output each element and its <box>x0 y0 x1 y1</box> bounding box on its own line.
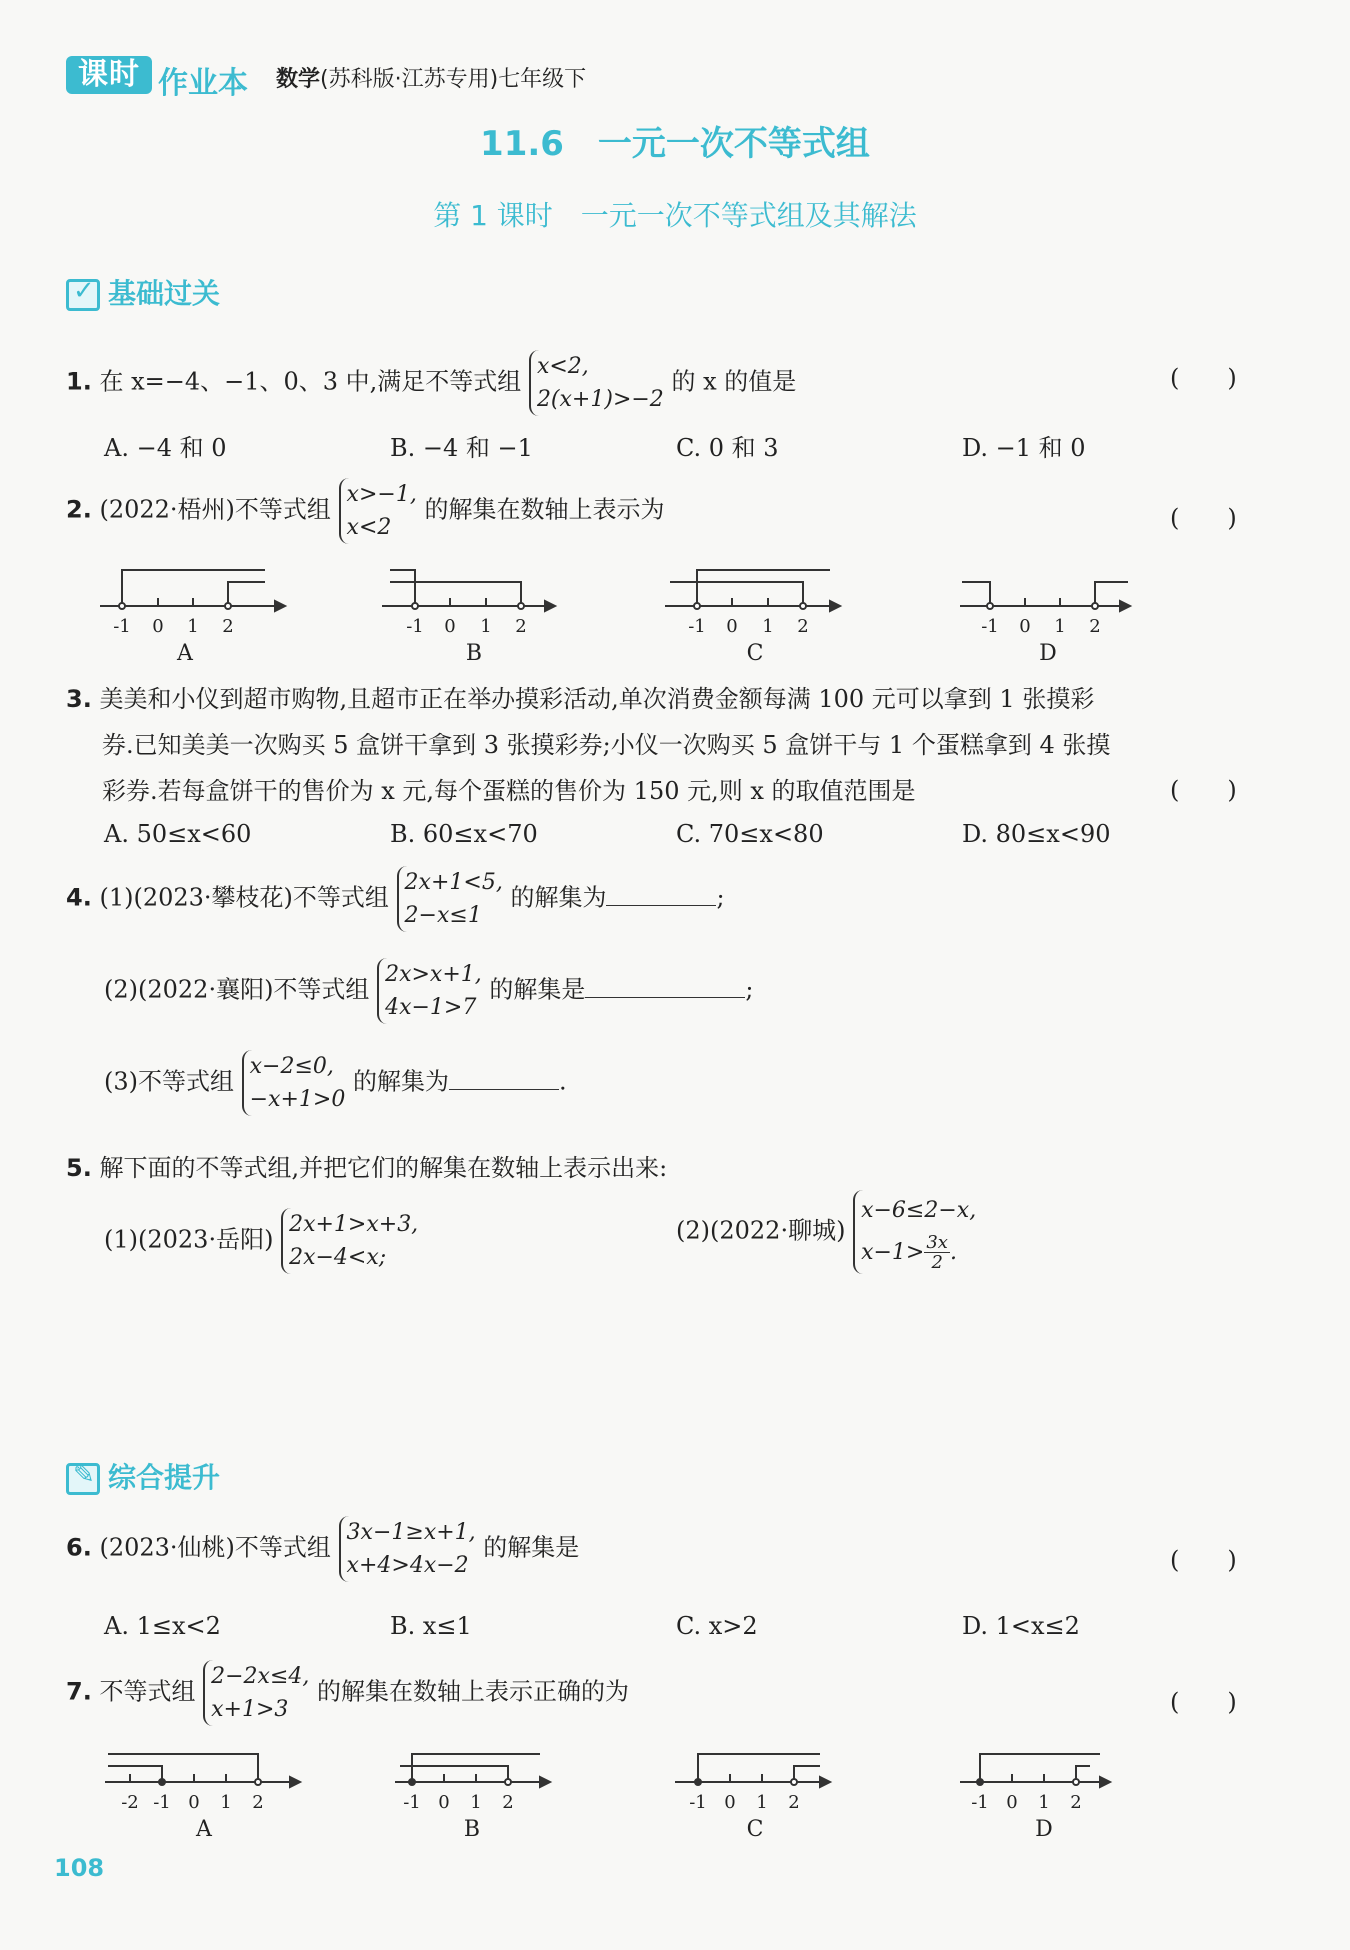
choice-label: D <box>1035 1817 1053 1840</box>
question-text: (2)(2022·襄阳)不等式组 <box>104 975 370 1004</box>
system-line: 4x−1>7 <box>385 995 477 1020</box>
answer-paren: ( ) <box>1170 1688 1237 1716</box>
question-number: 3. <box>66 685 92 713</box>
header-logo <box>66 56 256 101</box>
inequality-system <box>242 1050 346 1116</box>
inequality-system <box>853 1190 976 1274</box>
system-line: x<2, <box>536 354 589 379</box>
tick-label: -1 <box>981 616 999 637</box>
tick-label: 2 <box>222 616 234 637</box>
inequality-system <box>529 350 664 416</box>
tick-label: -1 <box>113 616 131 637</box>
answer-paren: ( ) <box>1170 504 1237 532</box>
question-text: 不等式组 <box>99 1677 196 1706</box>
inequality-system <box>281 1208 418 1274</box>
tick-label: 1 <box>220 1792 232 1813</box>
question-text: 券.已知美美一次购买 5 盒饼干拿到 3 张摸彩券;小仪一次购买 5 盒饼干与 1 个蛋糕拿到 4 张摸 <box>102 731 1111 759</box>
question-text: 解下面的不等式组,并把它们的解集在数轴上表示出来: <box>99 1154 668 1182</box>
choice-label: C <box>746 641 764 666</box>
system-line: 2x+1>x+3, <box>289 1212 419 1237</box>
q2-number-lines <box>90 560 1190 670</box>
tick-label: -1 <box>406 616 424 637</box>
question-4-part-2 <box>104 958 753 1024</box>
choice-label: B <box>465 641 483 666</box>
checkbox-icon: ✓ <box>66 279 100 311</box>
number-line-d <box>960 582 1130 611</box>
option-a: A. 1≤x<2 <box>104 1612 221 1640</box>
choice-label: D <box>1039 641 1057 666</box>
tick-label: -1 <box>403 1792 421 1813</box>
option-c: C. x>2 <box>676 1612 758 1640</box>
system-line: 2x+1<5, <box>404 870 503 895</box>
system-line: 2x>x+1, <box>385 962 482 987</box>
question-text: (1)(2023·岳阳) <box>104 1225 274 1254</box>
inequality-system <box>339 478 417 544</box>
punctuation: ; <box>745 975 754 1004</box>
number-line-c <box>675 1754 830 1787</box>
question-text: 的解集是 <box>489 975 586 1004</box>
question-text: (2022·梧州)不等式组 <box>99 495 331 524</box>
tick-label: 0 <box>726 616 738 637</box>
system-line: x−6≤2−x, <box>861 1198 977 1223</box>
system-line: x>−1, <box>346 482 417 507</box>
tick-label: -2 <box>121 1792 139 1813</box>
q7-number-lines <box>100 1740 1150 1840</box>
question-text: 的解集为 <box>352 1067 449 1096</box>
tick-label: 0 <box>438 1792 450 1813</box>
punctuation: . <box>558 1067 567 1096</box>
punctuation: ; <box>716 883 725 912</box>
tick-label: 0 <box>152 616 164 637</box>
tick-label: 2 <box>1089 616 1101 637</box>
tick-label: 1 <box>762 616 774 637</box>
question-text: (2)(2022·聊城) <box>676 1216 846 1245</box>
question-text: (1)(2023·攀枝花)不等式组 <box>99 883 389 912</box>
header-title <box>276 62 586 93</box>
question-6 <box>66 1516 579 1582</box>
tick-label: 0 <box>188 1792 200 1813</box>
question-number: 2. <box>66 495 92 524</box>
badge-basic <box>66 272 220 312</box>
logo-mark: 课时 <box>66 56 152 94</box>
inequality-system <box>203 1660 309 1726</box>
system-line: x−1> <box>861 1239 925 1265</box>
question-4-part-1 <box>66 866 725 932</box>
question-5-part-1 <box>104 1208 418 1274</box>
tick-label: 0 <box>1019 616 1031 637</box>
option-b: B. 60≤x<70 <box>390 820 538 848</box>
fraction <box>924 1233 950 1274</box>
tick-label: -1 <box>688 616 706 637</box>
tick-label: 2 <box>788 1792 800 1813</box>
choice-label: A <box>196 1817 212 1840</box>
page-number: 108 <box>54 1854 105 1882</box>
tick-label: 2 <box>1070 1792 1082 1813</box>
system-line: 3x−1≥x+1, <box>346 1520 476 1545</box>
question-1 <box>66 350 796 416</box>
option-b: B. x≤1 <box>390 1612 472 1640</box>
option-a: A. 50≤x<60 <box>104 820 252 848</box>
header-edition: (苏科版·江苏专用)七年级下 <box>320 67 587 92</box>
answer-blank[interactable] <box>585 977 745 998</box>
header-subject: 数学 <box>276 67 321 92</box>
badge-basic-label: 基础过关 <box>108 277 221 310</box>
question-number: 1. <box>66 367 92 396</box>
fraction-denominator: 2 <box>931 1252 943 1274</box>
system-line: 2(x+1)>−2 <box>536 387 664 412</box>
question-5 <box>66 1148 667 1183</box>
section-title: 11.6 一元一次不等式组 <box>480 124 870 164</box>
question-7 <box>66 1660 629 1726</box>
answer-paren: ( ) <box>1170 364 1237 392</box>
question-text: 在 x=−4、−1、0、3 中,满足不等式组 <box>99 367 522 396</box>
choice-label: C <box>746 1817 764 1840</box>
tick-label: 1 <box>470 1792 482 1813</box>
tick-label: 0 <box>1006 1792 1018 1813</box>
question-text: 的解集是 <box>483 1533 580 1562</box>
tick-label: 2 <box>502 1792 514 1813</box>
question-number: 4. <box>66 883 92 912</box>
number-line-a <box>100 570 285 611</box>
fraction-numerator: 3x <box>926 1231 948 1253</box>
option-b: B. −4 和 −1 <box>390 434 533 462</box>
inequality-system <box>397 866 503 932</box>
system-line: 2−x≤1 <box>404 903 482 928</box>
question-2 <box>66 478 664 544</box>
inequality-system <box>339 1516 476 1582</box>
system-line: x<2 <box>346 515 392 540</box>
choice-label: A <box>177 641 193 666</box>
tick-label: -1 <box>153 1792 171 1813</box>
option-c: C. 0 和 3 <box>676 434 779 462</box>
system-line: x+1>3 <box>211 1697 289 1722</box>
section-subtitle: 第 1 课时 一元一次不等式组及其解法 <box>433 199 917 232</box>
question-text: 的解集为 <box>510 883 607 912</box>
tick-label: 1 <box>1038 1792 1050 1813</box>
question-text: (2023·仙桃)不等式组 <box>99 1533 331 1562</box>
number-line-d <box>960 1754 1110 1787</box>
question-number: 5. <box>66 1154 92 1182</box>
option-d: D. 80≤x<90 <box>962 820 1111 848</box>
tick-label: 0 <box>444 616 456 637</box>
badge-advanced-label: 综合提升 <box>108 1461 221 1494</box>
tick-label: 1 <box>1054 616 1066 637</box>
question-text: 彩券.若每盒饼干的售价为 x 元,每个蛋糕的售价为 150 元,则 x 的取值范围是 <box>102 777 916 805</box>
tick-label: 0 <box>724 1792 736 1813</box>
question-3 <box>66 676 1110 814</box>
question-4-part-3 <box>104 1050 567 1116</box>
question-number: 7. <box>66 1677 92 1706</box>
tick-label: 1 <box>756 1792 768 1813</box>
question-text: 美美和小仪到超市购物,且超市正在举办摸彩活动,单次消费金额每满 100 元可以拿到 1 张摸彩 <box>99 685 1095 713</box>
punctuation: . <box>949 1239 957 1265</box>
system-line: −x+1>0 <box>249 1087 346 1112</box>
question-5-part-2 <box>676 1190 976 1274</box>
number-line-b <box>382 570 555 611</box>
system-line: x−2≤0, <box>249 1054 334 1079</box>
tick-label: -1 <box>689 1792 707 1813</box>
tick-label: 2 <box>515 616 527 637</box>
question-text: (3)不等式组 <box>104 1067 234 1096</box>
system-line: x+4>4x−2 <box>346 1553 469 1578</box>
system-line: 2x−4<x; <box>289 1245 387 1270</box>
option-d: D. −1 和 0 <box>962 434 1086 462</box>
badge-advanced <box>66 1456 220 1496</box>
inequality-system <box>377 958 482 1024</box>
option-d: D. 1<x≤2 <box>962 1612 1080 1640</box>
option-a: A. −4 和 0 <box>104 434 227 462</box>
tick-label: 2 <box>252 1792 264 1813</box>
answer-blank[interactable] <box>606 885 716 906</box>
logo-suffix: 作业本 <box>158 66 248 101</box>
question-number: 6. <box>66 1533 92 1562</box>
question-text: 的解集在数轴上表示为 <box>424 495 665 524</box>
tick-label: 2 <box>797 616 809 637</box>
question-text: 的 x 的值是 <box>671 367 797 396</box>
tick-label: 1 <box>187 616 199 637</box>
tick-label: 1 <box>480 616 492 637</box>
answer-paren: ( ) <box>1170 776 1237 804</box>
option-c: C. 70≤x<80 <box>676 820 824 848</box>
system-line: 2−2x≤4, <box>211 1664 310 1689</box>
answer-paren: ( ) <box>1170 1546 1237 1574</box>
tick-label: -1 <box>971 1792 989 1813</box>
answer-blank[interactable] <box>449 1069 559 1090</box>
question-text: 的解集在数轴上表示正确的为 <box>317 1677 630 1706</box>
number-line-b <box>395 1754 550 1787</box>
number-line-c <box>665 570 840 611</box>
pencil-icon: ✎ <box>66 1463 100 1495</box>
choice-label: B <box>463 1817 481 1840</box>
number-line-a <box>105 1754 300 1787</box>
